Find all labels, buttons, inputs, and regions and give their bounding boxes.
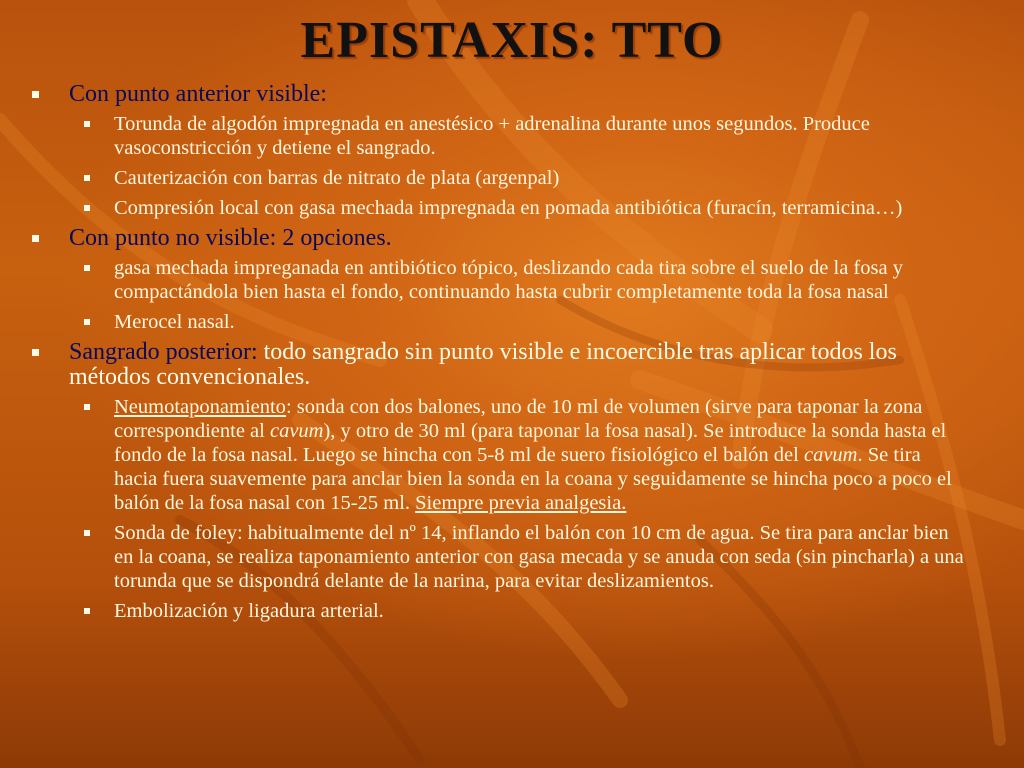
square-bullet-icon xyxy=(32,235,39,242)
square-bullet-icon xyxy=(84,175,90,181)
bullet-text: Sonda de foley: habitualmente del nº 14, inflando el balón con 10 cm de agua. Se tira para anclar bien en la coana, se realiza taponamiento anterior con gasa mecada y se anuda con seda (sin pincharla) a una torunda que se dispondrá delante de la narina, para evitar deslizamientos. xyxy=(114,522,964,592)
neumo-text-2: ), y otro de 30 ml (para taponar la fosa nasal). Se introduce la sonda hasta el fondo de la fosa nasal. Luego se hincha con 5-8 ml de suero fisiológico el balón del xyxy=(114,420,947,466)
neumo-text-1: : sonda con dos balones, uno de 10 ml de volumen (sirve para taponar la zona correspondiente al xyxy=(114,396,923,442)
square-bullet-icon xyxy=(84,265,90,271)
neumo-text-3: . Se tira hacia fuera suavemente para anclar bien la sonda en la coana y seguidamente se hincha poco a poco el balón de la fosa nasal con 15-25 ml. xyxy=(114,444,952,514)
bullet-text: Merocel nasal. xyxy=(114,311,235,333)
bullet-text: gasa mechada impreganada en antibiótico tópico, deslizando cada tira sobre el suelo de la fosa y compactándola bien hasta el fondo, continuando hasta cubrir completamente toda la fosa nasal xyxy=(114,257,903,303)
bullet-level1 xyxy=(28,340,978,390)
neumotaponamiento-term: Neumotaponamiento xyxy=(114,396,286,418)
bullet-level2 xyxy=(114,112,966,160)
bullet-level1 xyxy=(28,226,978,251)
square-bullet-icon xyxy=(84,319,90,325)
bullet-level2 xyxy=(114,310,966,334)
square-bullet-icon xyxy=(84,608,90,614)
section-heading-rest: todo sangrado sin punto visible e incoercible tras aplicar todos los métodos convencionales. xyxy=(69,339,897,390)
bullet-level2 xyxy=(114,256,966,304)
bullet-level2-neumotaponamiento xyxy=(114,395,966,515)
square-bullet-icon xyxy=(84,121,90,127)
bullet-level2 xyxy=(114,521,966,593)
square-bullet-icon xyxy=(32,349,39,356)
bullet-text: Compresión local con gasa mechada impregnada en pomada antibiótica (furacín, terramicina…) xyxy=(114,197,903,219)
square-bullet-icon xyxy=(84,404,90,410)
cavum-term: cavum xyxy=(269,420,324,442)
square-bullet-icon xyxy=(84,530,90,536)
bullet-text: Embolización y ligadura arterial. xyxy=(114,600,384,622)
square-bullet-icon xyxy=(84,205,90,211)
bullet-level2 xyxy=(114,196,966,220)
slide-title: EPISTAXIS: TTO xyxy=(300,12,724,69)
cavum-term: cavum xyxy=(803,444,858,466)
section-sangrado-posterior xyxy=(28,340,978,623)
section-heading: Con punto anterior visible: xyxy=(69,81,327,107)
bullet-level1 xyxy=(28,82,978,107)
section-heading: Con punto no visible: 2 opciones. xyxy=(69,225,392,251)
section-heading: Sangrado posterior: xyxy=(69,339,258,365)
analgesia-note: Siempre previa analgesia. xyxy=(415,492,627,514)
section-anterior-visible xyxy=(28,82,978,220)
bullet-level2 xyxy=(114,599,966,623)
section-no-visible xyxy=(28,226,978,334)
bullet-text: Cauterización con barras de nitrato de plata (argenpal) xyxy=(114,167,560,189)
slide-content xyxy=(28,82,978,629)
bullet-level2 xyxy=(114,166,966,190)
bullet-text: Torunda de algodón impregnada en anestésico + adrenalina durante unos segundos. Produce vasoconstricción y detiene el sangrado. xyxy=(114,113,870,159)
square-bullet-icon xyxy=(32,91,39,98)
